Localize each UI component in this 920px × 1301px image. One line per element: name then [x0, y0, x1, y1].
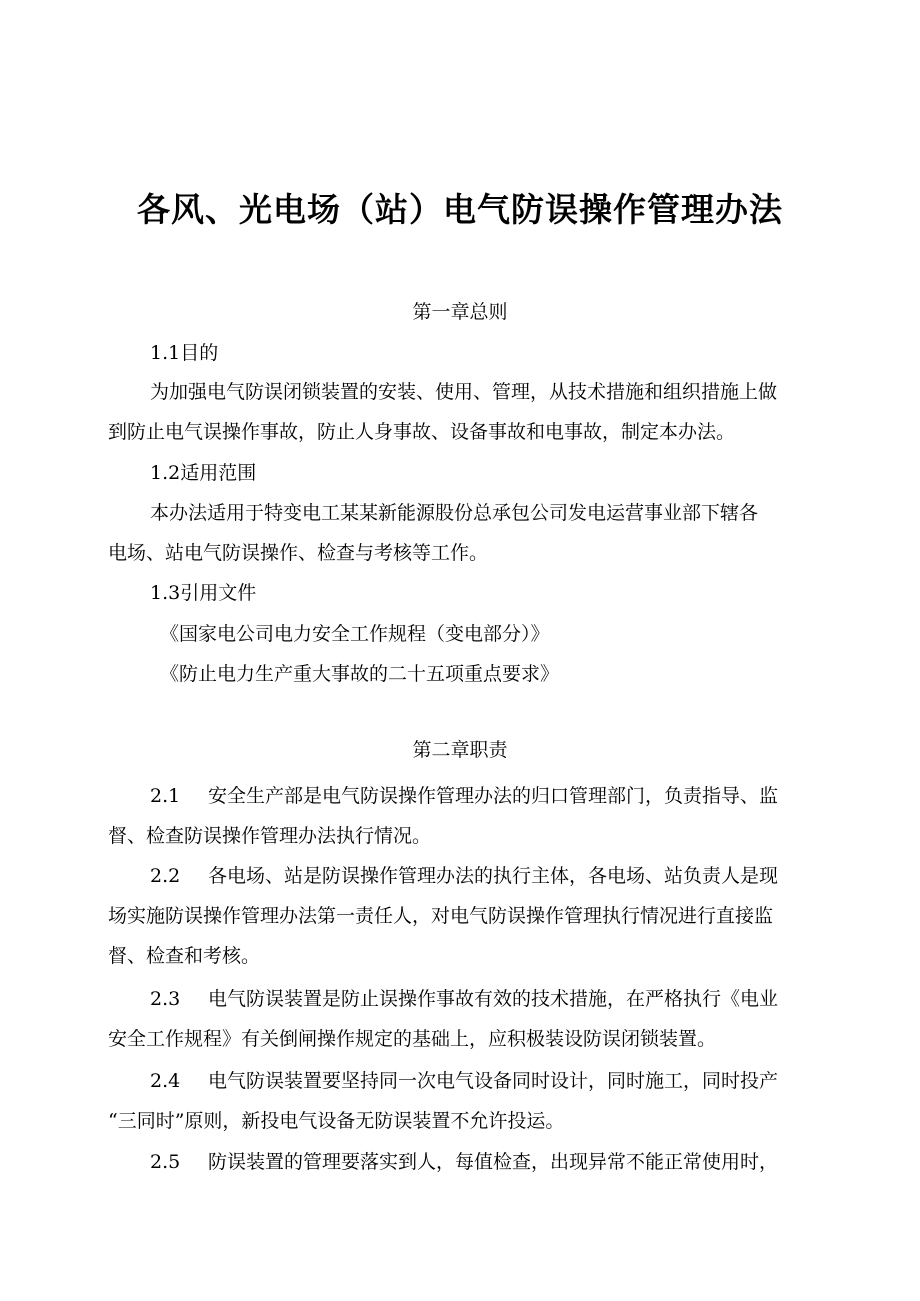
section-1-3-heading: 1.3引用文件	[150, 582, 257, 604]
document-title: 各风、光电场（站）电气防误操作管理办法	[137, 190, 783, 229]
section-1-1-text-line2: 到防止电气误操作事故，防止人身事故、设备事故和电事故，制定本办法。	[108, 421, 736, 443]
reference-1: 《国家电公司电力安全工作规程（变电部分）》	[160, 623, 550, 645]
chapter1-heading: 第一章总则	[412, 301, 508, 323]
clause-2-3-line1: 2.3 电气防误装置是防止误操作事故有效的技术措施，在严格执行《电业	[150, 988, 779, 1010]
clause-2-4-line1: 2.4 电气防误装置要坚持同一次电气设备同时设计，同时施工，同时投产	[150, 1070, 779, 1092]
clause-2-1-line2: 督、检查防误操作管理办法执行情况。	[108, 825, 432, 847]
clause-2-2-line2: 场实施防误操作管理办法第一责任人，对电气防误操作管理执行情况进行直接监	[108, 905, 774, 927]
section-1-1-heading: 1.1目的	[150, 342, 219, 364]
clause-2-3-number: 2.3	[150, 988, 181, 1010]
clause-2-3-line2: 安全工作规程》有关倒闸操作规定的基础上，应积极装设防误闭锁装置。	[108, 1028, 717, 1050]
clause-2-4-number: 2.4	[150, 1070, 181, 1092]
clause-2-2-line3: 督、检查和考核。	[108, 945, 261, 967]
section-1-2-text-line2: 电场、站电气防误操作、检查与考核等工作。	[108, 542, 489, 564]
clause-2-2-line1: 2.2 各电场、站是防误操作管理办法的执行主体，各电场、站负责人是现	[150, 865, 779, 887]
clause-2-4-line2: “三同时”原则，新投电气设备无防误装置不允许投运。	[108, 1110, 565, 1132]
clause-2-5-number: 2.5	[150, 1151, 181, 1173]
clause-2-2-number: 2.2	[150, 865, 181, 887]
chapter2-heading: 第二章职责	[412, 739, 508, 761]
clause-2-5-line1: 2.5 防误装置的管理要落实到人，每值检查，出现异常不能正常使用时，	[150, 1151, 779, 1173]
section-1-2-heading: 1.2适用范围	[150, 462, 257, 484]
clause-2-1-number: 2.1	[150, 785, 181, 807]
section-1-2-text-line1: 本办法适用于特变电工某某新能源股份总承包公司发电运营事业部下辖各	[150, 502, 759, 524]
reference-2: 《防止电力生产重大事故的二十五项重点要求》	[160, 663, 560, 685]
clause-2-1-line1: 2.1 安全生产部是电气防误操作管理办法的归口管理部门，负责指导、监	[150, 785, 779, 807]
section-1-1-text-line1: 为加强电气防误闭锁装置的安装、使用、管理，从技术措施和组织措施上做	[150, 381, 778, 403]
